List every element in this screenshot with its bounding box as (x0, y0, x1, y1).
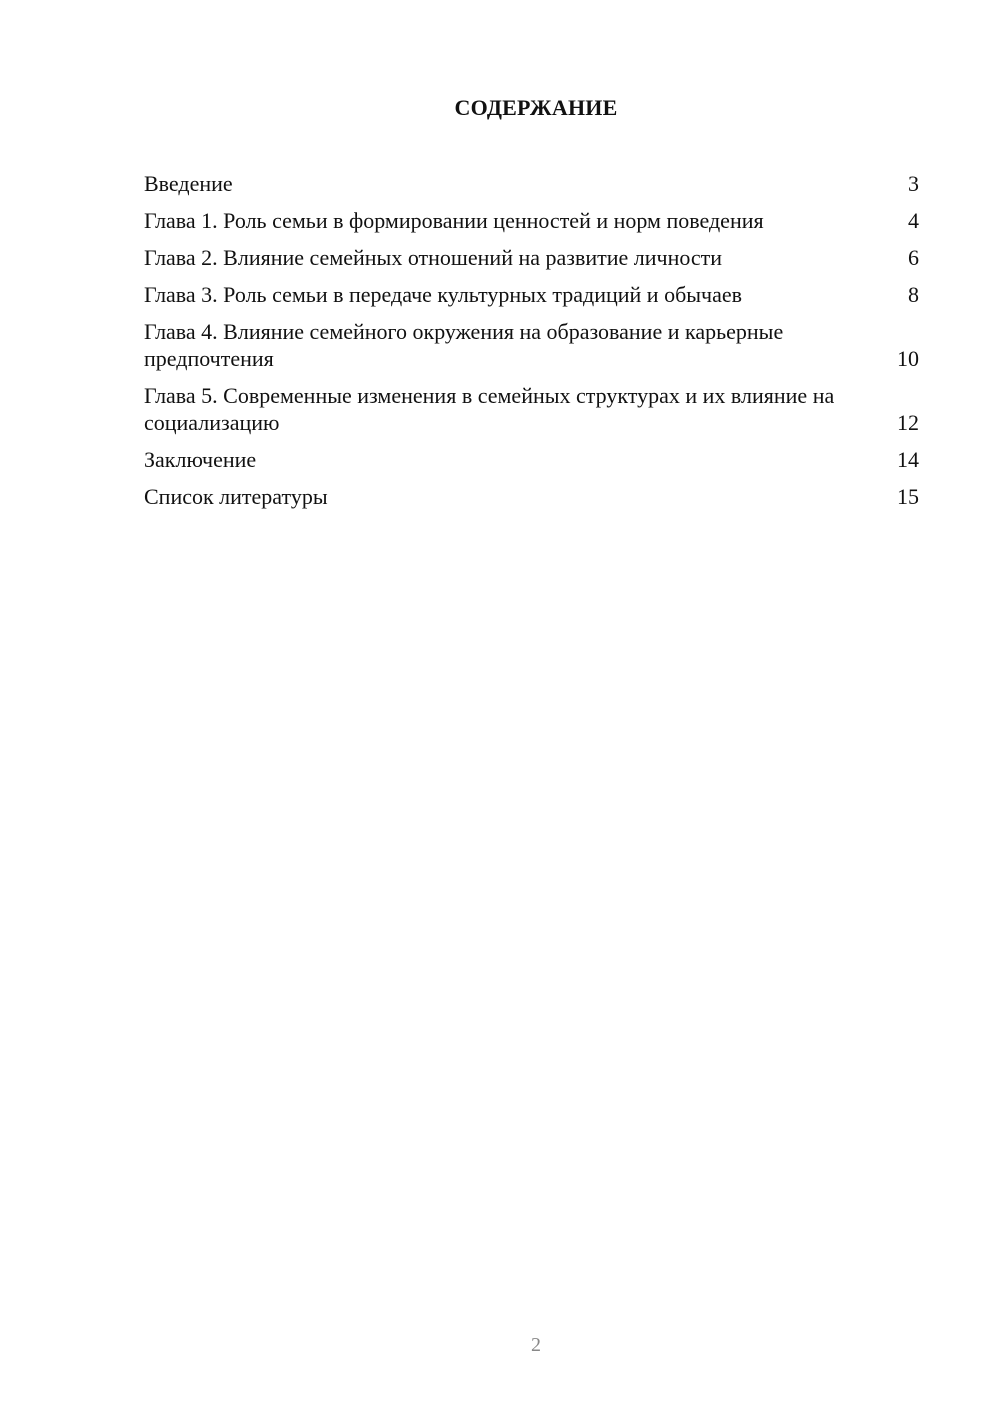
table-of-contents (144, 170, 919, 520)
toc-entry-chapter-4[interactable] (144, 318, 919, 372)
toc-entry-page: 14 (897, 447, 919, 472)
toc-entry-page: 15 (897, 484, 919, 509)
toc-entry-chapter-3[interactable] (144, 281, 919, 308)
toc-entry-references[interactable] (144, 483, 919, 510)
toc-entry-conclusion[interactable] (144, 446, 919, 473)
page-title: СОДЕРЖАНИЕ (454, 95, 618, 120)
toc-entry-page: 12 (897, 410, 919, 435)
toc-entry-label: Глава 5. Современные изменения в семейных структурах и их влияние на социализацию (144, 383, 835, 435)
toc-entry-chapter-5[interactable] (144, 382, 919, 436)
toc-entry-page: 3 (908, 171, 919, 196)
toc-entry-label: Введение (144, 171, 233, 196)
toc-entry-chapter-2[interactable] (144, 244, 919, 271)
toc-entry-page: 6 (908, 245, 919, 270)
toc-entry-label: Заключение (144, 447, 257, 472)
page-number: 2 (531, 1334, 541, 1356)
toc-entry-page: 4 (908, 208, 919, 233)
toc-entry-label: Список литературы (144, 484, 328, 509)
toc-entry-page: 10 (897, 346, 919, 371)
toc-entry-chapter-1[interactable] (144, 207, 919, 234)
toc-entry-label: Глава 3. Роль семьи в передаче культурных традиций и обычаев (144, 282, 743, 307)
toc-entry-label: Глава 4. Влияние семейного окружения на образование и карьерные предпочтения (144, 319, 784, 371)
toc-entry-label: Глава 2. Влияние семейных отношений на развитие личности (144, 245, 723, 270)
toc-entry-label: Глава 1. Роль семьи в формировании ценностей и норм поведения (144, 208, 764, 233)
toc-entry-introduction[interactable] (144, 170, 919, 197)
toc-entry-page: 8 (908, 282, 919, 307)
